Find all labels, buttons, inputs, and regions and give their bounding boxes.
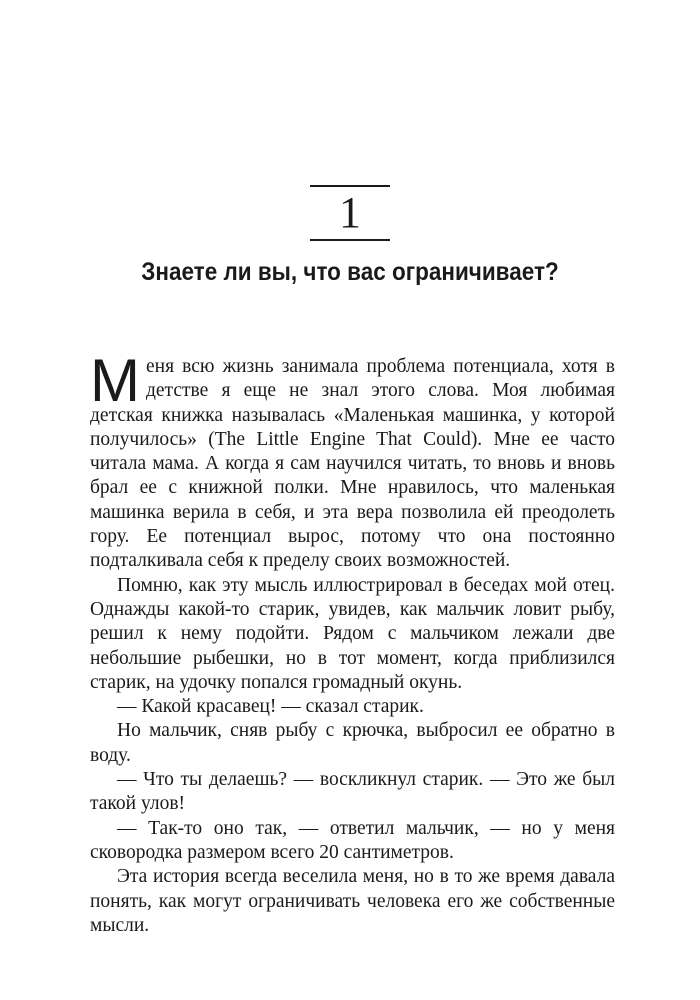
paragraph-6: — Так-то оно так, — ответил мальчик, — но у меня сковородка размером всего 20 сантиметров. xyxy=(90,817,615,863)
drop-cap: М xyxy=(90,347,140,414)
chapter-rule-bottom xyxy=(310,239,390,241)
paragraph-3: — Какой красавец! — сказал старик. xyxy=(117,696,424,718)
paragraph-1 xyxy=(90,347,615,574)
paragraph-1-text: еня всю жизнь занимала проблема потенциала, хотя в детстве я еще не знал этого слова. Моя любимая детская книжка называлась «Маленькая машинка, у которой получилось» (The Little Engine That Could). Мне ее часто читала мама. А когда я сам научился читать, то вновь и вновь брал ее с книжной полки. Мне нравилось, что маленькая машинка верила в себя, и эта вера позволила ей преодолеть гору. Ее потенциал вырос, потому что она постоянно подталкивала себя к пределу своих возможностей. xyxy=(90,356,615,572)
paragraph-4: Но мальчик, сняв рыбу с крючка, выбросил ее обратно в воду. xyxy=(90,720,615,766)
paragraph-5: — Что ты делаешь? — воскликнул старик. — Это же был такой улов! xyxy=(90,769,615,815)
chapter-body xyxy=(90,347,615,938)
chapter-title: Знаете ли вы, что вас ограничивает? xyxy=(141,258,559,286)
chapter-number: 1 xyxy=(339,188,361,237)
chapter-heading xyxy=(0,185,700,241)
paragraph-2: Помню, как эту мысль иллюстрировал в беседах мой отец. Однажды какой-то старик, увидев, как мальчик ловит рыбу, решил к нему подойти. Рядом с мальчиком лежали две небольшие рыбешки, но в тот момент, когда приблизился старик, на удочку попался громадный окунь. xyxy=(90,574,615,693)
paragraph-7: Эта история всегда веселила меня, но в то же время давала понять, как могут ограничивать человека его же собственные мысли. xyxy=(90,866,615,936)
